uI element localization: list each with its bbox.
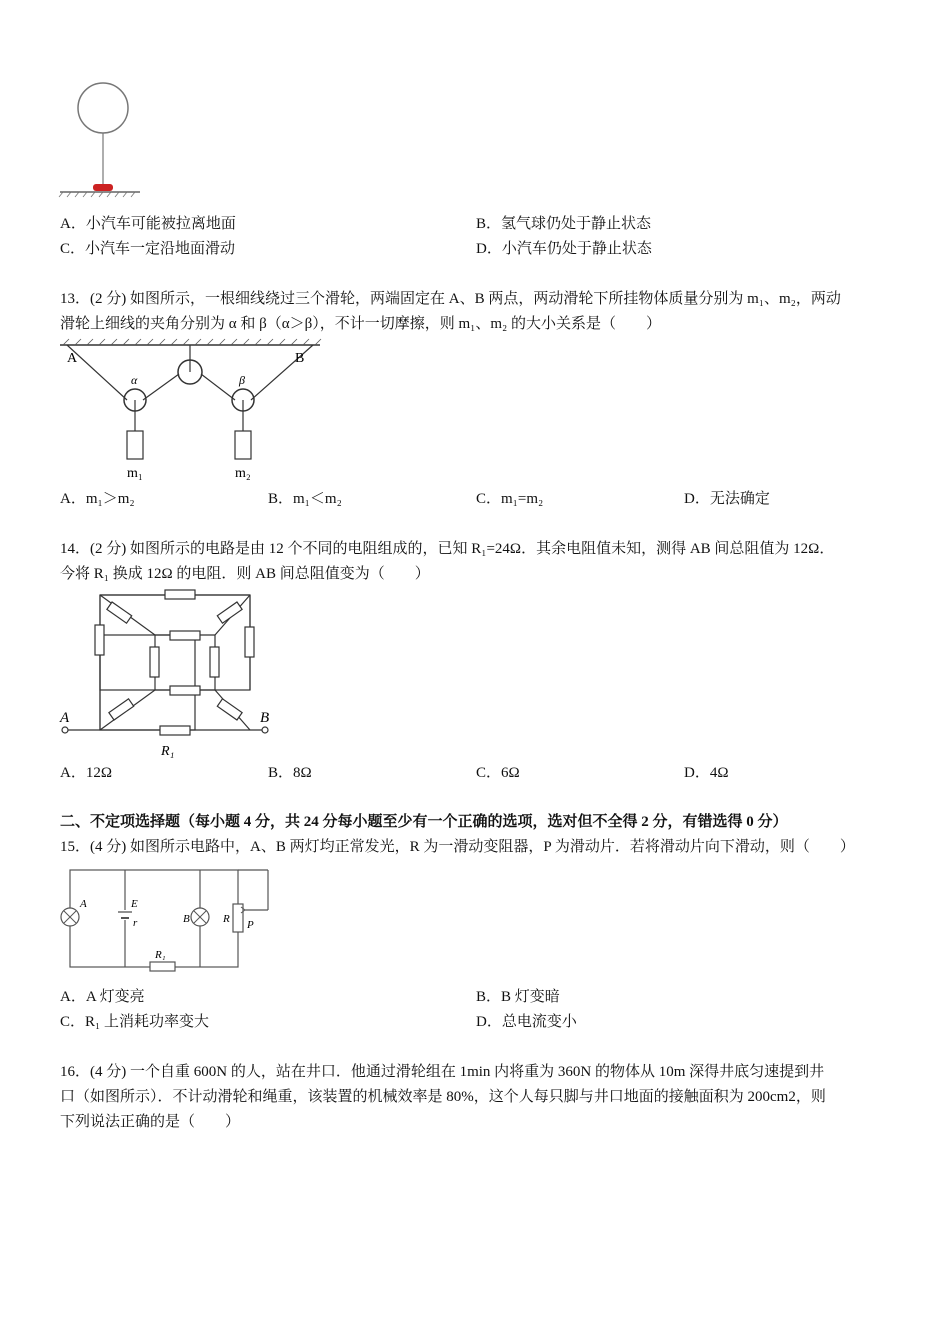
circuit-figure: [55, 862, 275, 974]
ceiling-hatch: [63, 339, 321, 345]
resistor-cube-figure: [55, 585, 285, 765]
q14-option-a[interactable]: A．12Ω: [60, 765, 112, 781]
q12-option-a[interactable]: A．小汽车可能被拉离地面: [60, 216, 236, 232]
label-beta: β: [239, 373, 245, 387]
q15-stem-line1: 15．(4 分) 如图所示电路中，A、B 两灯均正常发光，R 为一滑动变阻器，P 为滑动片．若将滑动片向下滑动，则（ ）: [60, 839, 855, 855]
q14-stem-line2: 今将 R₁ 换成 12Ω 的电阻．则 AB 间总阻值变为（ ）: [60, 566, 430, 582]
q14-stem-line1: 14．(2 分) 如图所示的电路是由 12 个不同的电阻组成的，已知 R₁=24Ω．其余电阻值未知，测得 AB 间总阻值为 12Ω．: [60, 541, 835, 557]
label-alpha: α: [131, 373, 138, 387]
q15-option-b[interactable]: B．B 灯变暗: [476, 989, 560, 1005]
q13-option-d[interactable]: D．无法确定: [684, 491, 770, 507]
resistors: [95, 590, 254, 735]
q14-option-c[interactable]: C．6Ω: [476, 765, 520, 781]
label-p: P: [247, 919, 254, 931]
q15-option-d[interactable]: D．总电流变小: [476, 1014, 577, 1030]
q16-stem-line1: 16．(4 分) 一个自重 600N 的人，站在井口．他通过滑轮组在 1min 内将重为 360N 的物体从 10m 深得井底匀速提到井: [60, 1064, 825, 1080]
label-r: r: [133, 917, 138, 929]
resistor-r1: [150, 962, 175, 971]
pulley-figure: [55, 338, 325, 488]
label-m2: m₂: [235, 466, 251, 481]
label-b: B: [260, 710, 270, 726]
battery: [117, 910, 133, 920]
ground-hatch: [59, 192, 135, 197]
q13-stem-line1: 13．(2 分) 如图所示，一根细线绕过三个滑轮，两端固定在 A、B 两点，两动滑轮下所挂物体质量分别为 m₁、m₂，两动: [60, 291, 841, 307]
rheostat: [233, 904, 243, 932]
resistor-r1: [160, 726, 190, 735]
label-e: E: [131, 898, 138, 910]
q14-option-d[interactable]: D．4Ω: [684, 765, 729, 781]
label-rheostat: R: [223, 913, 230, 925]
q13-option-b[interactable]: B．m₁＜m₂: [268, 491, 342, 507]
q13-option-a[interactable]: A．m₁＞m₂: [60, 491, 135, 507]
q12-option-b[interactable]: B．氢气球仍处于静止状态: [476, 216, 652, 232]
label-a: A: [60, 710, 70, 726]
q16-stem-line3: 下列说法正确的是（ ）: [60, 1114, 241, 1130]
lamp-a: [61, 908, 79, 926]
label-a: A: [67, 351, 78, 366]
label-r1: R₁: [161, 744, 175, 759]
q12-option-d[interactable]: D．小汽车仍处于静止状态: [476, 241, 652, 257]
label-b: B: [183, 913, 190, 925]
q15-option-c[interactable]: C．R₁ 上消耗功率变大: [60, 1014, 209, 1030]
section2-heading: 二、不定项选择题（每小题 4 分，共 24 分每小题至少有一个正确的选项，选对但不全得 2 分，有错选得 0 分）: [60, 814, 788, 830]
mass-m1: [127, 431, 143, 459]
lamp-b: [191, 908, 209, 926]
label-a: A: [80, 898, 87, 910]
terminal-b: [262, 727, 268, 733]
terminal-a: [62, 727, 68, 733]
car: [93, 184, 113, 191]
q13-stem-line2: 滑轮上细线的夹角分别为 α 和 β（α＞β），不计一切摩擦，则 m₁、m₂ 的大小关系是（ ）: [60, 316, 662, 332]
q13-option-c[interactable]: C．m₁=m₂: [476, 491, 544, 507]
q12-option-c[interactable]: C．小汽车一定沿地面滑动: [60, 241, 236, 257]
label-m1: m₁: [127, 466, 143, 481]
label-b: B: [295, 351, 305, 366]
mass-m2: [235, 431, 251, 459]
balloon: [78, 83, 128, 133]
balloon-car-figure: [55, 70, 145, 200]
label-r1: R₁: [155, 949, 166, 961]
q15-option-a[interactable]: A．A 灯变亮: [60, 989, 145, 1005]
q16-stem-line2: 口（如图所示）．不计动滑轮和绳重，该装置的机械效率是 80%，这个人每只脚与井口地面的接触面积为 200cm2，则: [60, 1089, 826, 1105]
q14-option-b[interactable]: B．8Ω: [268, 765, 312, 781]
